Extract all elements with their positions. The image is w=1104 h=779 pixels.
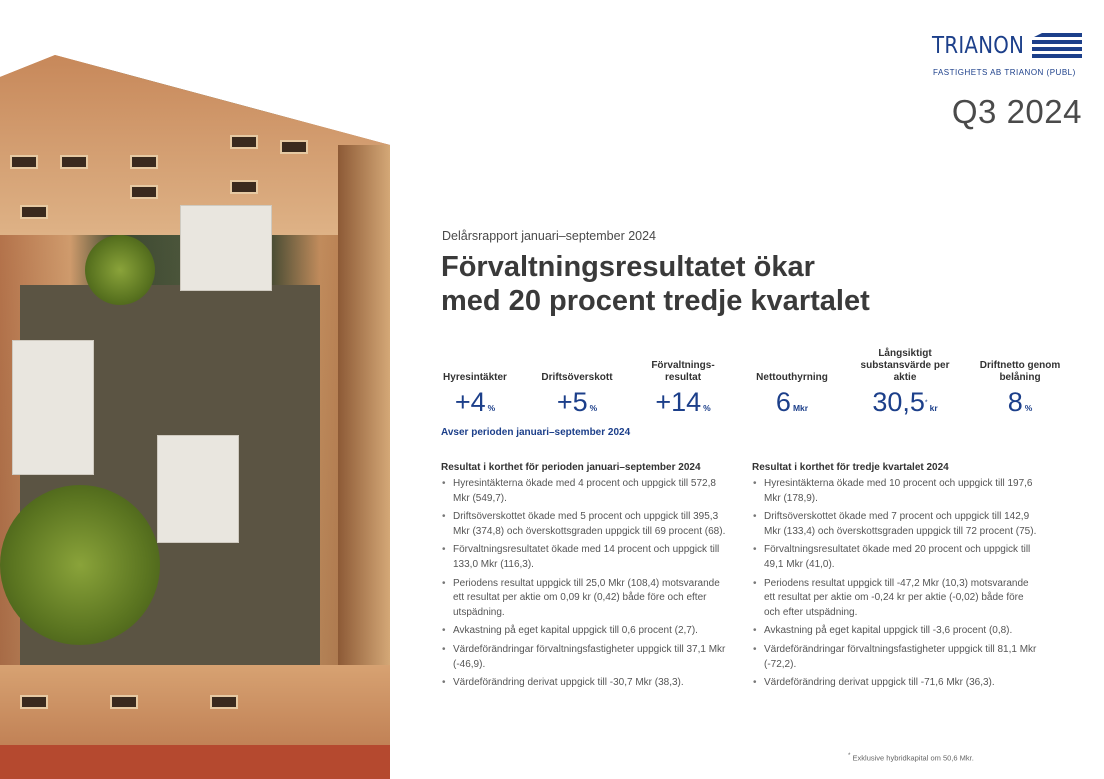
kpi-value: 30,5* kr (872, 387, 938, 417)
list-item: • Avkastning på eget kapital uppgick till 0,6 procent (2,7). (441, 624, 731, 639)
kpi-label: Driftsöverskott (541, 372, 613, 383)
kpi-value: +4 % (454, 387, 496, 417)
kpi-value: +14 % (655, 387, 711, 417)
kpi-value: 6 Mkr (775, 387, 809, 417)
list-item: • Periodens resultat uppgick till -47,2 Mkr (10,3) motsvarande ett resultat per aktie om -0,24 kr per aktie (-0,02) både före och efter utspädning. (752, 577, 1042, 621)
kpi-operating-surplus (527, 346, 627, 418)
section-title: Resultat i korthet för perioden januari–september 2024 (441, 462, 701, 473)
list-item: • Värdeförändring derivat uppgick till -30,7 Mkr (38,3). (441, 676, 731, 691)
list-item: • Förvaltningsresultatet ökade med 14 procent och uppgick till 133,0 Mkr (116,3). (441, 543, 731, 572)
list-item: • Värdeförändring derivat uppgick till -71,6 Mkr (36,3). (752, 676, 1042, 691)
logo-wordmark: TRIANON (932, 33, 1025, 59)
headline-line-2: med 20 procent tredje kvartalet (441, 285, 870, 317)
trianon-logo (932, 33, 1082, 83)
page-title (441, 250, 1041, 318)
footnote: * Exklusive hybridkapital om 50,6 Mkr. (848, 752, 974, 763)
cover-photo (0, 55, 390, 779)
section-title: Resultat i korthet för tredje kvartalet 2024 (752, 462, 949, 473)
footnote-mark: * (848, 752, 851, 759)
kpi-label: Förvaltnings- resultat (651, 360, 715, 383)
kpi-management-result (633, 346, 733, 418)
period-note: Avser perioden januari–september 2024 (441, 427, 631, 438)
list-item: • Driftsöverskottet ökade med 5 procent och uppgick till 395,3 Mkr (374,8) och överskottsgraden uppgick till 69 procent (68). (441, 510, 731, 539)
summary-quarter (752, 462, 1042, 695)
logo-subtitle: FASTIGHETS AB TRIANON (PUBL) (933, 68, 1076, 77)
headline-line-1: Förvaltningsresultatet ökar (441, 251, 815, 283)
list-item: • Hyresintäkterna ökade med 10 procent och uppgick till 197,6 Mkr (178,9). (752, 477, 1042, 506)
list-item: • Värdeförändringar förvaltningsfastigheter uppgick till 81,1 Mkr (-72,2). (752, 643, 1042, 672)
summary-period (441, 462, 731, 695)
quarter-label: Q3 2024 (951, 93, 1082, 130)
kpi-label: Nettouthyrning (756, 372, 828, 383)
kpi-rental-income (425, 346, 525, 418)
kpi-value: +5 % (556, 387, 598, 417)
kpi-net-letting (742, 346, 842, 418)
list-item: • Driftsöverskottet ökade med 7 procent och uppgick till 142,9 Mkr (133,4) och överskottsgraden uppgick till 72 procent (75). (752, 510, 1042, 539)
bullet-list (752, 477, 1042, 691)
bullet-list (441, 477, 731, 691)
kpi-label: Långsiktigt substansvärde per aktie (860, 348, 950, 383)
kpi-label: Hyresintäkter (443, 372, 507, 383)
list-item: • Avkastning på eget kapital uppgick till -3,6 procent (0,8). (752, 624, 1042, 639)
logo-stripes-icon (1032, 33, 1082, 63)
list-item: • Förvaltningsresultatet ökade med 20 procent och uppgick till 49,1 Mkr (41,0). (752, 543, 1042, 572)
kpi-nav-per-share (845, 346, 965, 418)
list-item: • Hyresintäkterna ökade med 4 procent och uppgick till 572,8 Mkr (549,7). (441, 477, 731, 506)
kpi-leverage-net-operating (970, 346, 1070, 418)
list-item: • Periodens resultat uppgick till 25,0 Mkr (108,4) motsvarande ett resultat per aktie om 0,09 kr (0,42) både före och efter utspädning. (441, 577, 731, 621)
kpi-row (440, 346, 1080, 426)
kpi-label: Driftnetto genom belåning (979, 360, 1061, 383)
report-subtitle: Delårsrapport januari–september 2024 (442, 229, 657, 243)
kpi-value: 8 % (1007, 387, 1033, 417)
list-item: • Värdeförändringar förvaltningsfastigheter uppgick till 37,1 Mkr (-46,9). (441, 643, 731, 672)
